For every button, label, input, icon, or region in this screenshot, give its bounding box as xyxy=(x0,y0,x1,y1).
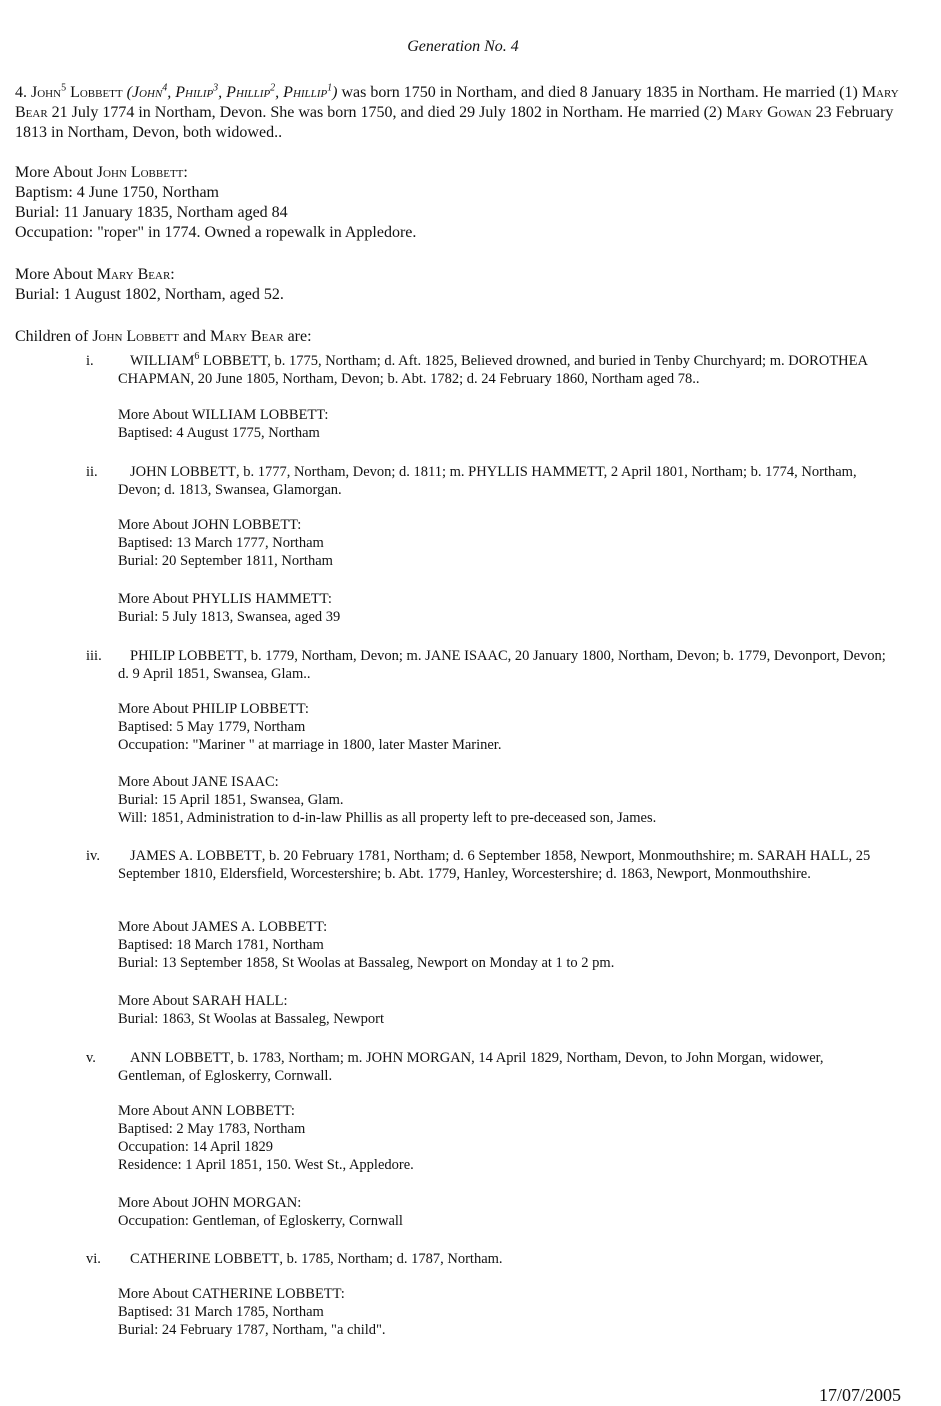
spouse-more-about xyxy=(118,773,898,827)
detail-line: Occupation: "roper" in 1774. Owned a ropewalk in Appledore. xyxy=(15,224,417,241)
detail-line: Burial: 1863, St Woolas at Bassaleg, Newport xyxy=(118,1011,384,1027)
detail-line: Occupation: Gentleman, of Egloskerry, Cornwall xyxy=(118,1213,403,1229)
detail-line: Residence: 1 April 1851, 150. West St., Appledore. xyxy=(118,1157,414,1173)
section-heading: More About PHYLLIS HAMMETT: xyxy=(118,591,332,607)
child-entry: i. WILLIAM$^6$ LOBBETT, b. 1775, Northam; d. Aft. 1825, Believed drowned, and buried in Tenby Churchyard; m. DOROTHEA CHAPMAN, 20 June 1805, Northam, Devon; b. Abt. 1782; d. 24 February 1860, Northam aged 78.. xyxy=(86,351,868,387)
spouse-more-about xyxy=(118,1194,898,1230)
child-more-about xyxy=(118,516,898,570)
section-heading: More About Mary Bear: xyxy=(15,266,175,283)
child-number: iii. xyxy=(86,648,102,664)
person-name: John xyxy=(31,84,62,101)
section-heading: More About SARAH HALL: xyxy=(118,993,288,1009)
child-number: i. xyxy=(86,353,94,369)
detail-line: Baptised: 31 March 1785, Northam xyxy=(118,1304,324,1320)
child-entry: ii. JOHN LOBBETT, b. 1777, Northam, Devon; d. 1811; m. PHYLLIS HAMMETT, 2 April 1801, Northam; b. 1774, Northam, Devon; d. 1813, Swansea, Glamorgan. xyxy=(86,464,857,498)
detail-line: Baptised: 2 May 1783, Northam xyxy=(118,1121,306,1137)
child-entry: v. ANN LOBBETT, b. 1783, Northam; m. JOHN MORGAN, 14 April 1829, Northam, Devon, to John Morgan, widower, Gentleman, of Egloskerry, Cornwall. xyxy=(86,1050,824,1084)
detail-line: Burial: 15 April 1851, Swansea, Glam. xyxy=(118,792,344,808)
section-heading: More About CATHERINE LOBBETT: xyxy=(118,1286,345,1302)
entry-number: 4. xyxy=(15,84,27,101)
child-number: ii. xyxy=(86,464,98,480)
section-heading: More About ANN LOBBETT: xyxy=(118,1103,295,1119)
child-entry: iv. JAMES A. LOBBETT, b. 20 February 1781, Northam; d. 6 September 1858, Newport, Monmouthshire; m. SARAH HALL, 25 September 1810, Eldersfield, Worcestershire; b. Abt. 1779, Hanley, Worcestershire; d. 1863, Newport, Monmouthshire. xyxy=(86,848,871,882)
children-heading: Children of John Lobbett and Mary Bear are: xyxy=(15,328,312,345)
child-more-about xyxy=(118,1285,898,1339)
spouse-2: Mary Gowan xyxy=(726,104,812,121)
child-more-about xyxy=(118,700,898,754)
section-heading: More About JAMES A. LOBBETT: xyxy=(118,919,328,935)
detail-line: Baptised: 4 August 1775, Northam xyxy=(118,425,320,441)
section-heading: More About WILLIAM LOBBETT: xyxy=(118,407,329,423)
detail-line: Baptised: 5 May 1779, Northam xyxy=(118,719,306,735)
spouse-1: Mary Bear xyxy=(15,84,899,121)
detail-line: Burial: 24 February 1787, Northam, "a child". xyxy=(118,1322,386,1338)
detail-line: Occupation: "Mariner " at marriage in 1800, later Master Mariner. xyxy=(118,737,502,753)
child-number: v. xyxy=(86,1050,96,1066)
footer-date: 17/07/2005 xyxy=(818,1385,901,1405)
child-more-about xyxy=(118,918,898,972)
detail-line: Baptism: 4 June 1750, Northam xyxy=(15,184,219,201)
detail-line: Occupation: 14 April 1829 xyxy=(118,1139,274,1155)
detail-line: Will: 1851, Administration to d-in-law Phillis as all property left to pre-deceased son, James. xyxy=(118,810,657,826)
child-number: iv. xyxy=(86,848,100,864)
child-more-about xyxy=(118,1102,898,1174)
main-text-2: 21 July 1774 in Northam, Devon. She was born 1750, and died 29 July 1802 in Northam. He married (2) xyxy=(51,104,723,121)
main-text-1: was born 1750 in Northam, and died 8 January 1835 in Northam. He married (1) xyxy=(341,84,858,101)
section-heading: More About John Lobbett: xyxy=(15,164,188,181)
child-number: vi. xyxy=(86,1251,101,1267)
section-heading: More About JOHN MORGAN: xyxy=(118,1195,302,1211)
child-entry: iii. PHILIP LOBBETT, b. 1779, Northam, Devon; m. JANE ISAAC, 20 January 1800, Northam, Devon; b. 1779, Devonport, Devon; d. 9 April 1851, Swansea, Glam.. xyxy=(86,648,886,682)
spouse-more-about xyxy=(118,590,898,626)
detail-line: Baptised: 13 March 1777, Northam xyxy=(118,535,324,551)
more-about-mary xyxy=(15,265,895,305)
more-about-john xyxy=(15,163,895,243)
detail-line: Burial: 11 January 1835, Northam aged 84 xyxy=(15,204,288,221)
child-more-about xyxy=(118,406,898,442)
section-heading: More About JOHN LOBBETT: xyxy=(118,517,302,533)
section-heading: More About JANE ISAAC: xyxy=(118,774,279,790)
generation-title: Generation No. 4 xyxy=(407,38,519,55)
detail-line: Burial: 13 September 1858, St Woolas at Bassaleg, Newport on Monday at 1 to 2 pm. xyxy=(118,955,615,971)
child-entry: vi. CATHERINE LOBBETT, b. 1785, Northam; d. 1787, Northam. xyxy=(86,1251,503,1267)
spouse-more-about xyxy=(118,992,898,1028)
detail-line: Burial: 20 September 1811, Northam xyxy=(118,553,333,569)
detail-line: Baptised: 18 March 1781, Northam xyxy=(118,937,324,953)
section-heading: More About PHILIP LOBBETT: xyxy=(118,701,309,717)
main-text-3: 23 February 1813 in Northam, Devon, both widowed.. xyxy=(15,104,894,141)
lineage: (John$^4$, Philip$^3$, Phillip$^2$, Phillip$^1$) xyxy=(126,82,338,101)
main-person-paragraph: 4. John$^5$ Lobbett (John$^4$, Philip$^3$, Phillip$^2$, Phillip$^1$) was born 1750 in Northam, and died 8 January 1835 in Northam. He married (1) Mary Bear 21 July 1774 in Northam, Devon. She was born 1750, and died 29 July 1802 in Northam. He married (2) Mary Gowan 23 February 1813 in Northam, Devon, both widowed.. xyxy=(15,82,899,141)
detail-line: Burial: 1 August 1802, Northam, aged 52. xyxy=(15,286,284,303)
detail-line: Burial: 5 July 1813, Swansea, aged 39 xyxy=(118,609,341,625)
person-surname: Lobbett xyxy=(70,84,123,101)
